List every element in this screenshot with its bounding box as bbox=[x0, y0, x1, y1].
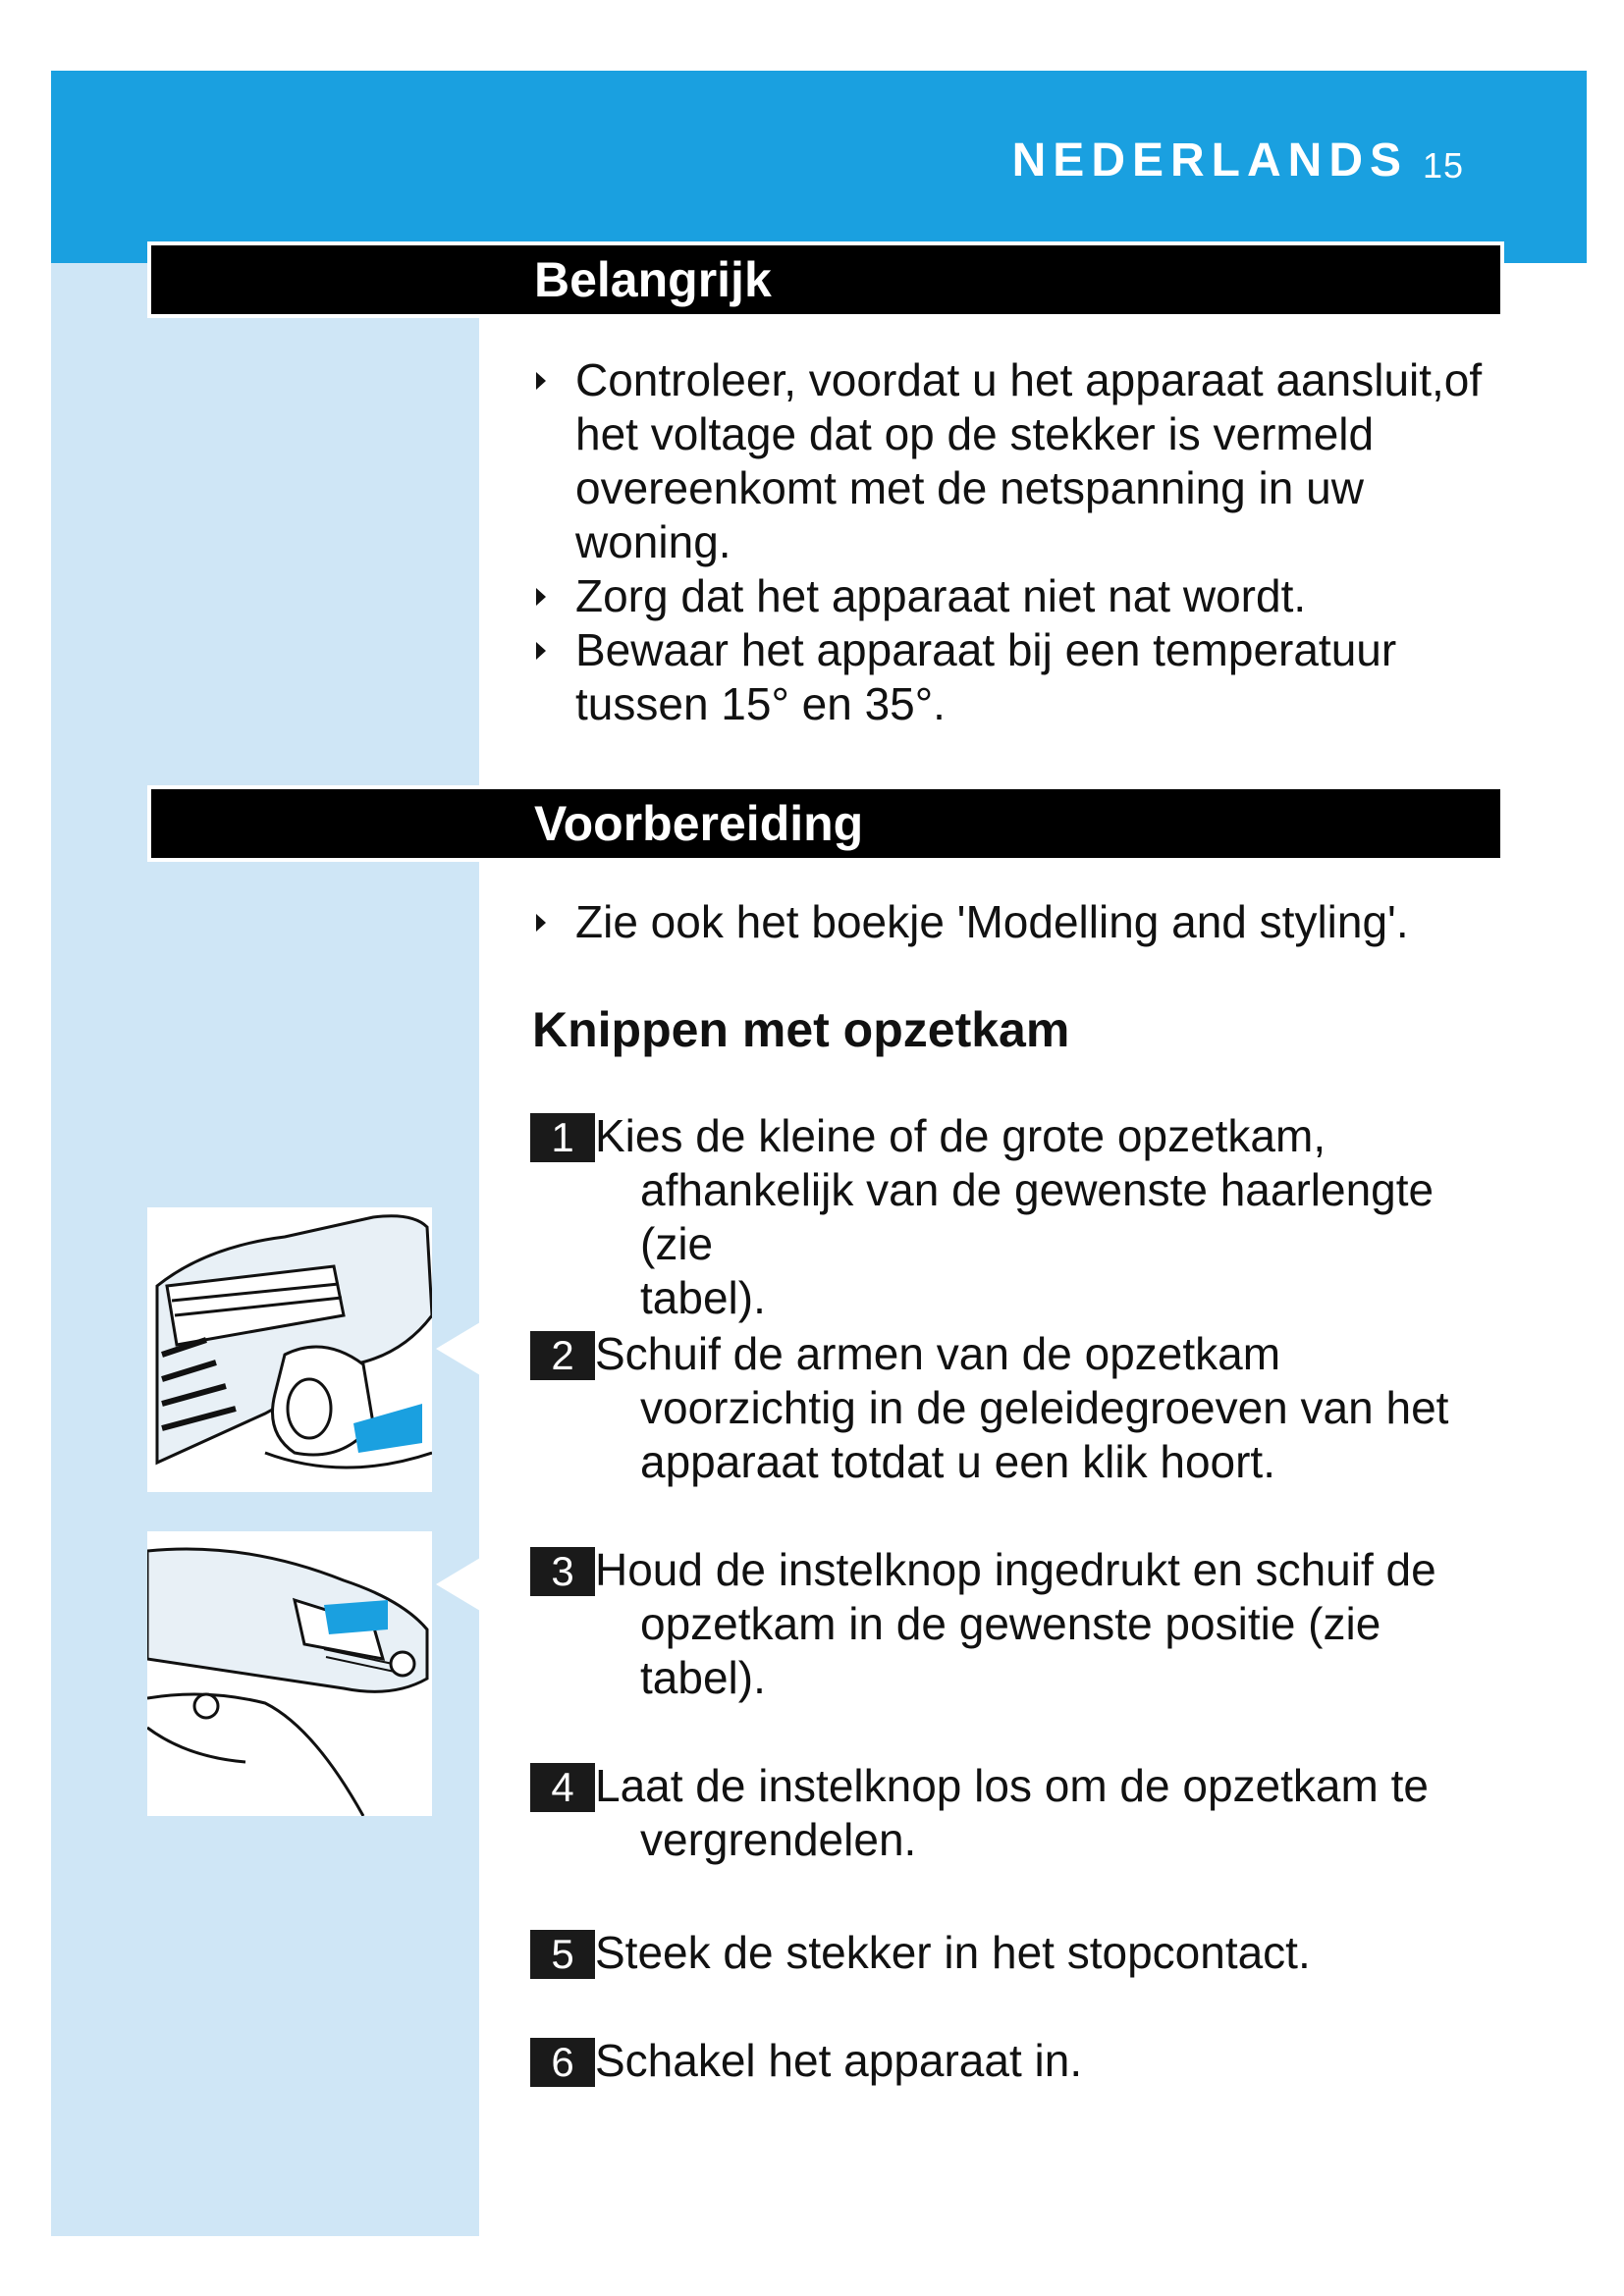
trimmer-adjusting-comb-icon bbox=[147, 1531, 432, 1816]
step-item bbox=[530, 1543, 1502, 1705]
language-label: NEDERLANDS bbox=[1011, 134, 1408, 187]
page-number: 15 bbox=[1422, 145, 1464, 186]
step-item bbox=[530, 1926, 1502, 1980]
step-text bbox=[595, 1543, 1502, 1705]
important-content bbox=[530, 353, 1502, 731]
bullet-text-line: woning. bbox=[575, 516, 731, 567]
step-number-badge: 3 bbox=[530, 1547, 595, 1596]
step-text-line: voorzichtig in de geleidegroeven van het bbox=[640, 1382, 1449, 1433]
step-text bbox=[595, 1327, 1502, 1489]
step-text-line: apparaat totdat u een klik hoort. bbox=[640, 1436, 1275, 1487]
step-text bbox=[595, 1109, 1502, 1325]
step-text bbox=[595, 2034, 1502, 2088]
step-item bbox=[530, 2034, 1502, 2088]
bullet-text-line: overeenkomt met de netspanning in uw bbox=[575, 462, 1364, 513]
left-sidebar-band bbox=[51, 71, 479, 2236]
bullet-icon bbox=[536, 642, 546, 660]
step-text-line: opzetkam in de gewenste positie (zie bbox=[640, 1598, 1381, 1649]
step-number-badge: 5 bbox=[530, 1930, 595, 1979]
important-bullet-list bbox=[530, 353, 1502, 731]
step-text-line: Schakel het apparaat in. bbox=[595, 2035, 1083, 2086]
callout-notch bbox=[436, 1319, 485, 1378]
step-item bbox=[530, 1759, 1502, 1867]
step-text-line: afhankelijk van de gewenste haarlengte (zie bbox=[640, 1164, 1435, 1269]
section-bar-important bbox=[147, 241, 1504, 318]
step-number-badge: 1 bbox=[530, 1113, 595, 1162]
step-text-line: Schuif de armen van de opzetkam bbox=[595, 1328, 1281, 1379]
step-text-line: Laat de instelknop los om de opzetkam te bbox=[595, 1760, 1429, 1811]
bullet-text-line: Controleer, voordat u het apparaat aansluit,of bbox=[575, 354, 1483, 405]
bullet-text-line: Bewaar het apparaat bij een temperatuur bbox=[575, 624, 1397, 675]
section-title-preparation: Voorbereiding bbox=[534, 796, 864, 851]
step-item bbox=[530, 1327, 1502, 1489]
step-text-line: tabel). bbox=[640, 1652, 766, 1703]
step-number-badge: 2 bbox=[530, 1331, 595, 1380]
trimmer-attaching-comb-icon bbox=[147, 1207, 432, 1492]
list-item bbox=[530, 353, 1502, 569]
step-text-line: Kies de kleine of de grote opzetkam, bbox=[595, 1110, 1326, 1161]
bullet-icon bbox=[536, 914, 546, 932]
bullet-text-line: tussen 15° en 35°. bbox=[575, 678, 946, 729]
list-item bbox=[530, 895, 1502, 949]
preparation-content bbox=[530, 895, 1502, 949]
step-text-line: Houd de instelknop ingedrukt en schuif de bbox=[595, 1544, 1436, 1595]
trimmer-adjusting-comb-illustration bbox=[147, 1531, 432, 1816]
section-bar-preparation bbox=[147, 785, 1504, 862]
step-text-line: tabel). bbox=[640, 1272, 766, 1323]
bullet-icon bbox=[536, 588, 546, 606]
bullet-text-line: Zie ook het boekje 'Modelling and styling'. bbox=[575, 896, 1409, 947]
section-title-important: Belangrijk bbox=[534, 252, 772, 307]
step-number-badge: 6 bbox=[530, 2038, 595, 2087]
step-text-line: vergrendelen. bbox=[640, 1814, 917, 1865]
bullet-text-line: Zorg dat het apparaat niet nat wordt. bbox=[575, 570, 1307, 621]
step-text bbox=[595, 1759, 1502, 1867]
subheading-cutting: Knippen met opzetkam bbox=[532, 1002, 1070, 1057]
preparation-bullet-list bbox=[530, 895, 1502, 949]
bullet-text-line: het voltage dat op de stekker is vermeld bbox=[575, 408, 1375, 459]
step-text bbox=[595, 1926, 1502, 1980]
step-item bbox=[530, 1109, 1502, 1325]
list-item bbox=[530, 623, 1502, 731]
list-item bbox=[530, 569, 1502, 623]
callout-notch bbox=[436, 1555, 485, 1614]
step-number-badge: 4 bbox=[530, 1763, 595, 1812]
trimmer-attaching-comb-illustration bbox=[147, 1207, 432, 1492]
step-text-line: Steek de stekker in het stopcontact. bbox=[595, 1927, 1311, 1978]
bullet-icon bbox=[536, 372, 546, 390]
